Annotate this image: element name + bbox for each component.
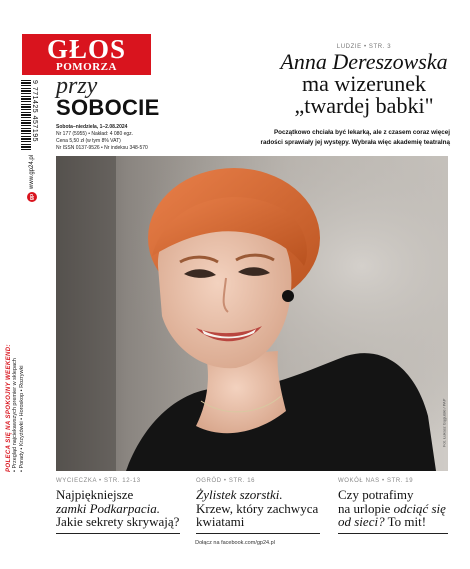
issue-date: Sobota–niedziela, 1–2.08.2024: [56, 124, 128, 130]
teaser-divider: [338, 533, 448, 534]
gp-badge-icon: gp: [29, 193, 35, 201]
lead-line-1: Początkowo chciała być lekarką, ale z czasem coraz więcej: [273, 129, 450, 136]
teaser-title-italic: zamki Podkarpacia.: [56, 500, 160, 516]
logo-title: GŁOS: [46, 34, 127, 64]
top-story-line2: ma wizerunek: [302, 71, 426, 96]
lead-line-2: radości sprawiały jej występy. Wybrała więc akademię teatralną: [260, 139, 450, 146]
newspaper-logo[interactable]: [22, 34, 151, 75]
teaser-title-italic: odciąć się od sieci?: [338, 500, 446, 529]
barcode-icon: [21, 80, 31, 150]
side-promo-title: POLECA SIĘ NA SPOKOJNY WEEKEND:: [6, 344, 12, 472]
teaser-offline[interactable]: [338, 478, 448, 534]
barcode-number: 9 771425 457195: [31, 80, 38, 142]
top-story-kicker: LUDZIE • STR. 3: [336, 44, 392, 50]
cover-photo[interactable]: [56, 156, 448, 471]
teaser-title-line: na urlopie: [338, 500, 391, 516]
teaser-divider: [196, 533, 320, 534]
teaser-shrub[interactable]: [196, 478, 320, 534]
top-story-lead: [232, 128, 450, 148]
side-website-link[interactable]: www.gp24.pl: [29, 154, 35, 189]
issue-issn: Nr ISSN 0137-9526 • Nr indeksu 348-570: [56, 145, 148, 151]
top-story-name: Anna Dereszowska: [280, 49, 448, 74]
teaser-title-line: Najpiękniejsze: [56, 487, 134, 502]
teaser-title-line: kwiatami: [196, 514, 245, 529]
cover-portrait-illustration: [56, 156, 448, 471]
side-website[interactable]: [27, 155, 37, 202]
supplement-prefix: przy: [56, 73, 98, 99]
side-promo: [6, 344, 26, 472]
top-story-line3: „twardej babki": [294, 93, 434, 118]
issue-number: Nr 177 (5955) • Nakład: 4 080 egz.: [56, 131, 134, 137]
footer-facebook-link[interactable]: Dołącz na facebook.com/gp24.pl: [195, 540, 275, 546]
top-story-headline[interactable]: [260, 51, 468, 117]
teaser-title-line: To mit!: [387, 514, 427, 529]
photo-credit: Fot. Łukasz Gągulski / PAP: [441, 398, 446, 447]
teaser-title: [56, 488, 180, 529]
teaser-castles[interactable]: [56, 478, 180, 534]
teaser-title: [196, 488, 320, 529]
teaser-title-line: Krzew, który zachwyca: [196, 500, 319, 516]
teaser-title-line: Czy potrafimy: [338, 487, 414, 502]
logo-subtitle: POMORZA: [56, 61, 117, 73]
issue-info: [56, 124, 166, 152]
teaser-kicker: WYCIECZKA • STR. 12-13: [56, 478, 141, 484]
side-promo-line-2: • Porady • Krzyżówki • Horoskop • Rozrywki: [19, 365, 25, 472]
supplement-title: SOBOCIE: [56, 95, 160, 120]
teaser-title-line: Jakie sekrety skrywają?: [56, 514, 180, 529]
teaser-kicker: WOKÓŁ NAS • STR. 19: [338, 478, 414, 484]
issue-price: Cena 5,50 zł (w tym 8% VAT): [56, 138, 121, 144]
teaser-title: [338, 488, 448, 529]
side-promo-line-1: • Przegląd najciekawszych premier w sklepach: [12, 358, 18, 472]
teaser-title-italic: Żylistek szorstki.: [196, 487, 283, 502]
teaser-divider: [56, 533, 180, 534]
teaser-kicker: OGRÓD • STR. 16: [196, 478, 256, 484]
